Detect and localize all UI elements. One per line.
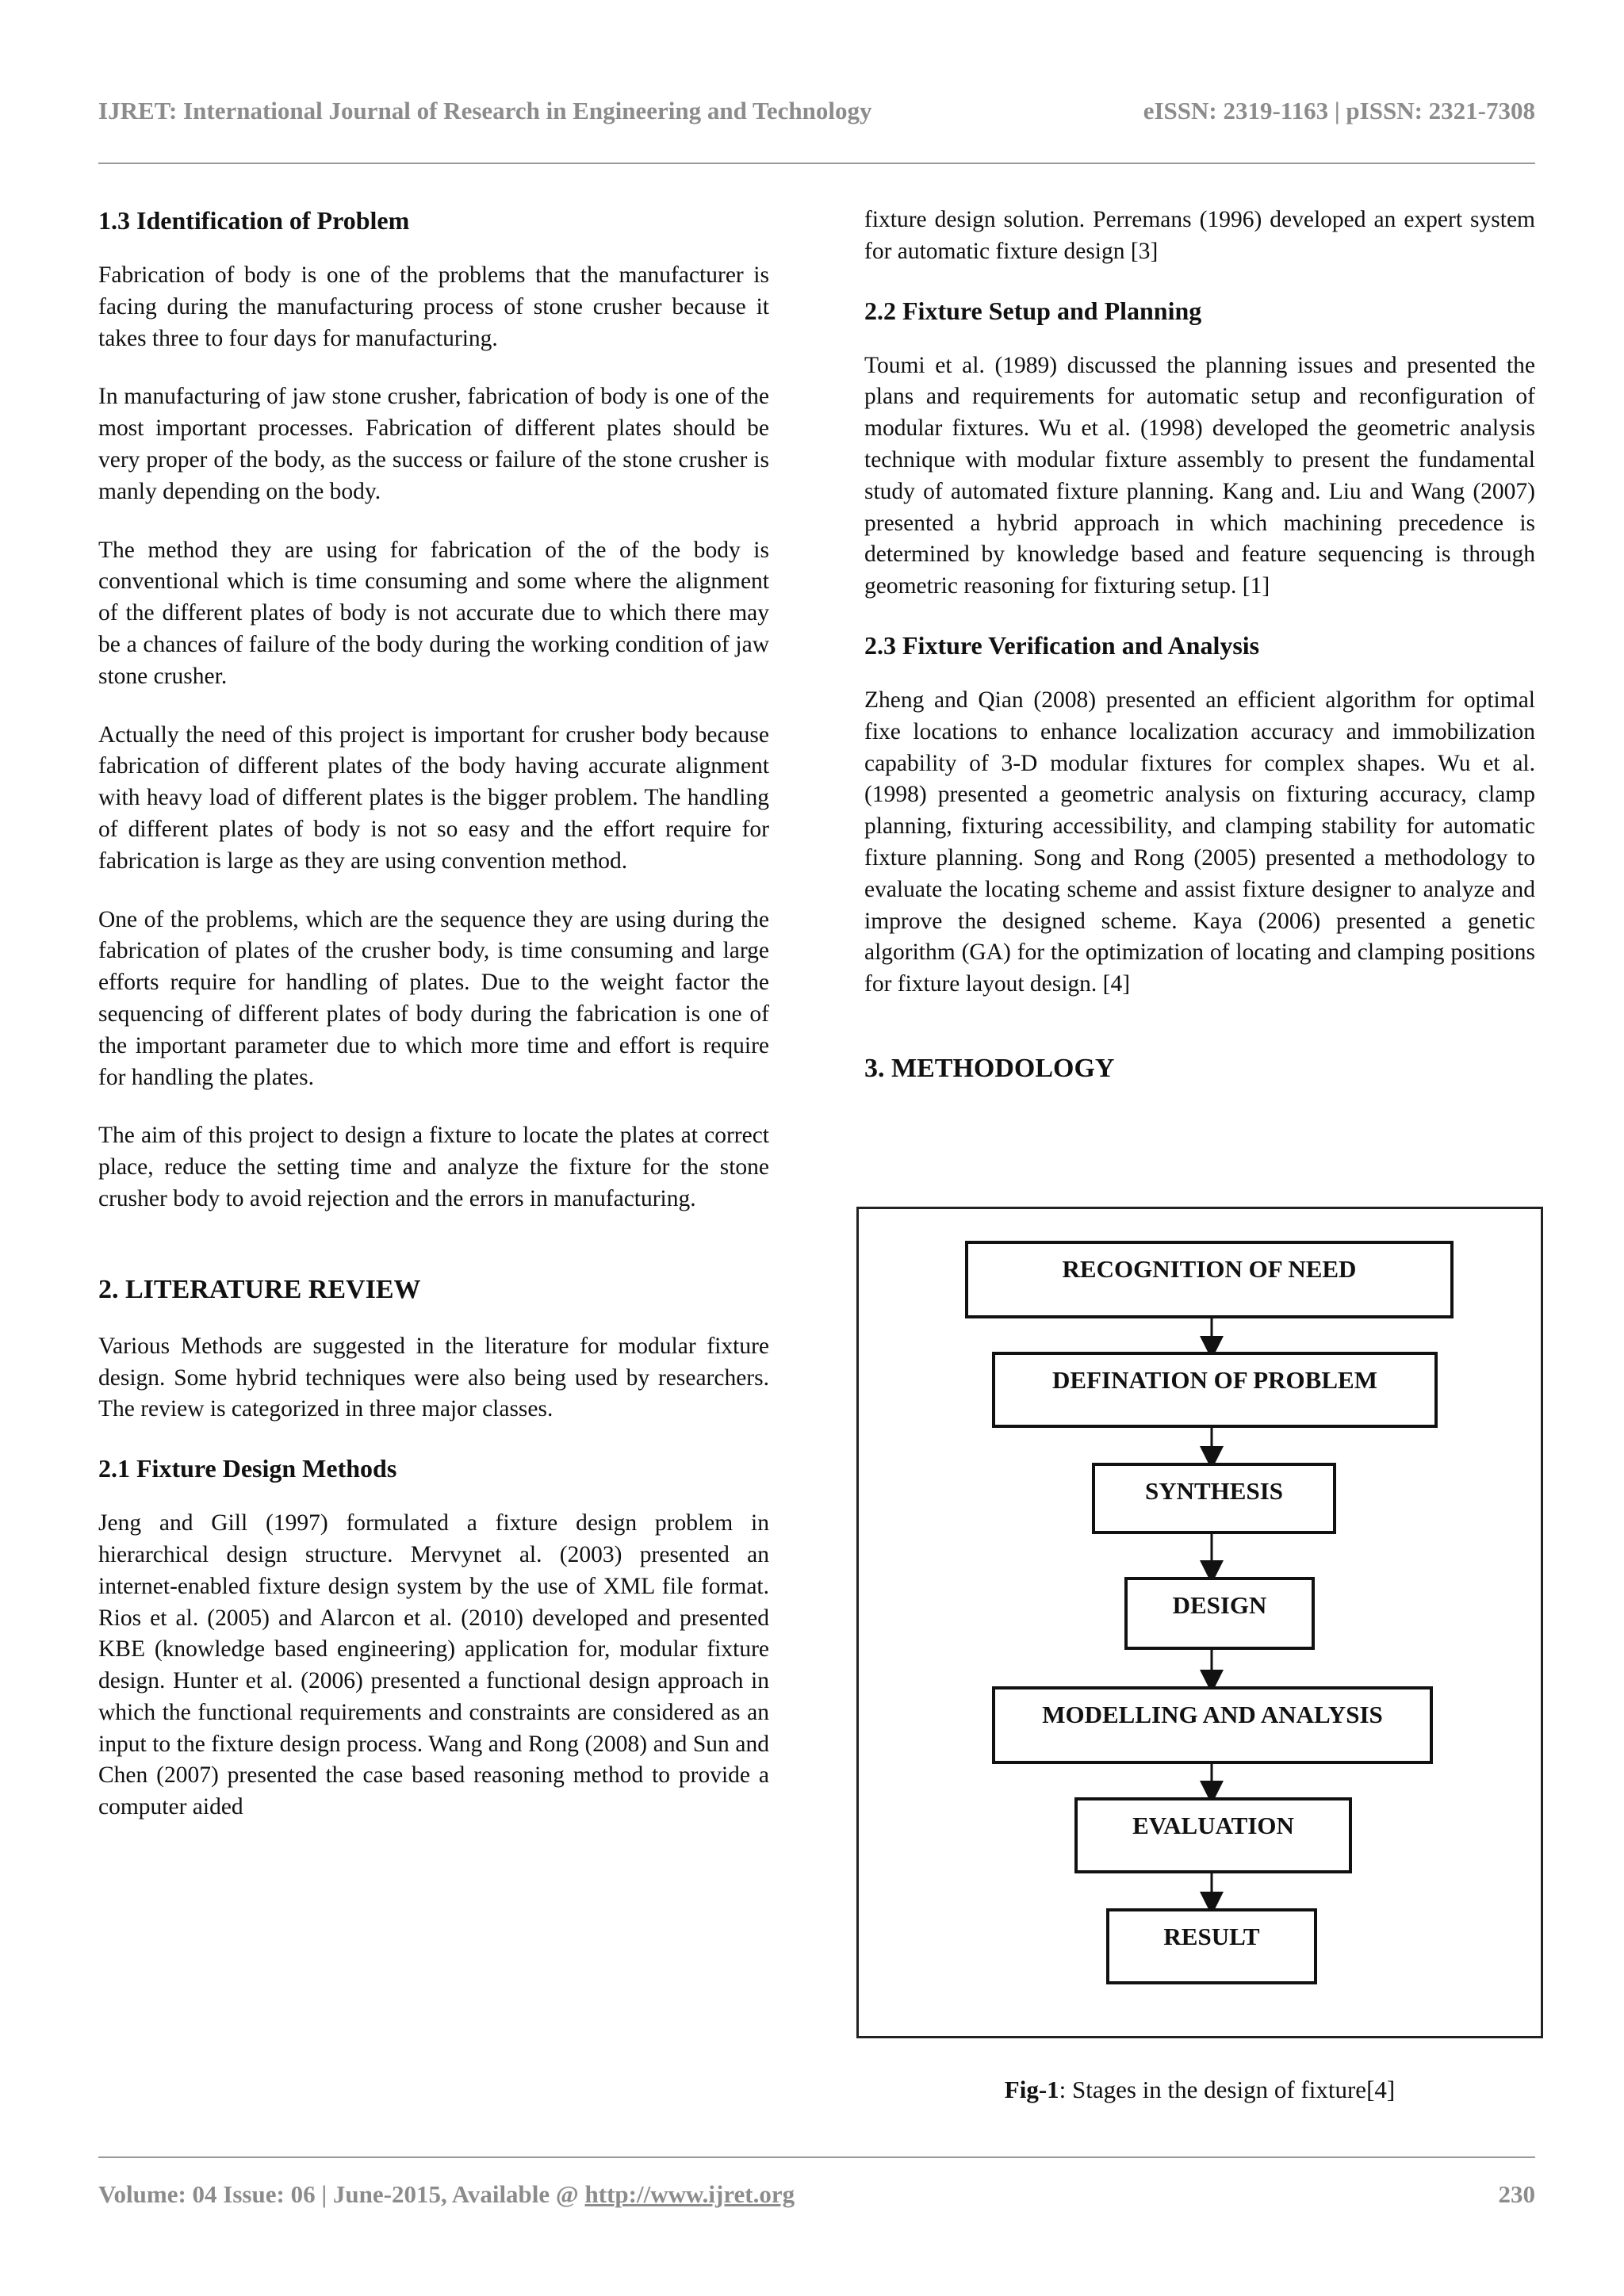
footer-rule: [98, 2156, 1535, 2158]
right-column: [864, 205, 1535, 1110]
paragraph: Various Methods are suggested in the literature for modular fixture design. Some hybrid techniques were also being used by researchers. The review is categorized in three major classes.: [98, 1333, 769, 1422]
left-column: [98, 205, 769, 1850]
volume-info: Volume: 04 Issue: 06 | June-2015, Available @: [98, 2180, 585, 2208]
paragraph: Fabrication of body is one of the problems that the manufacturer is facing during the manufacturing process of stone crusher because it takes three to four days for manufacturing.: [98, 262, 769, 351]
section-2-1-heading: 2.1 Fixture Design Methods: [98, 1454, 397, 1483]
paragraph: Toumi et al. (1989) discussed the planning issues and presented the plans and requirements for automatic setup and reconfiguration of modular fixtures. Wu et al. (1998) developed the geometric analysis technique with modular fixture assembly to present the fundamental study of automated fixture planning. Kang and. Liu and Wang (2007) presented a hybrid approach in which machining precedence is determined by knowledge based and feature sequencing is through geometric reasoning for fixturing setup. [1]: [864, 352, 1535, 599]
page-footer: [98, 2177, 1535, 2217]
section-3-heading: 3. METHODOLOGY: [864, 1053, 1115, 1083]
stage-design: DESIGN: [1124, 1577, 1315, 1650]
figure-caption-text: : Stages in the design of fixture[4]: [1059, 2076, 1396, 2103]
stage-modelling-and-analysis: MODELLING AND ANALYSIS: [992, 1686, 1433, 1764]
page-number: 230: [1498, 2180, 1535, 2208]
paragraph: fixture design solution. Perremans (1996) developed an expert system for automatic fixture design [3]: [864, 207, 1535, 264]
paragraph: Zheng and Qian (2008) presented an efficient algorithm for optimal fixe locations to enhance localization accuracy and immobilization capability of 3-D modular fixtures for complex shapes. Wu et al. (1998) presented a geometric analysis on fixturing accuracy, clamp planning, fixturing accessibility, and clamping stability for automatic fixture planning. Song and Rong (2005) presented a methodology to evaluate the locating scheme and assist fixture designer to analyze and improve the designed scheme. Kaya (2006) presented a genetic algorithm (GA) for the optimization of locating and clamping positions for fixture layout design. [4]: [864, 687, 1535, 997]
section-1-3-heading: 1.3 Identification of Problem: [98, 206, 410, 235]
paragraph: The method they are using for fabrication of the of the body is conventional which is time consuming and some where the alignment of the different plates of body is not accurate due to which there may be a chances of failure of the body during the working condition of jaw stone crusher.: [98, 537, 769, 689]
paragraph: The aim of this project to design a fixture to locate the plates at correct place, reduce the setting time and analyze the fixture for the stone crusher body to avoid rejection and the errors in manufacturing.: [98, 1123, 769, 1211]
header-rule: [98, 163, 1535, 164]
methodology-flowchart: [856, 1207, 1543, 2038]
issn-info: eISSN: 2319-1163 | pISSN: 2321-7308: [1143, 97, 1535, 124]
section-2-3-heading: 2.3 Fixture Verification and Analysis: [864, 630, 1260, 660]
stage-synthesis: SYNTHESIS: [1092, 1463, 1336, 1534]
stage-defination-of-problem: DEFINATION OF PROBLEM: [992, 1352, 1438, 1428]
paragraph: Actually the need of this project is important for crusher body because fabrication of different plates of the body having accurate alignment with heavy load of different plates is the bigger problem. The handling of different plates of body is not so easy and the effort require for fabrication is large as they are using convention method.: [98, 721, 769, 874]
paragraph: One of the problems, which are the sequence they are using during the fabrication of plates of the crusher body, is time consuming and large efforts require for handling of plates. Due to the weight factor the sequencing of different plates of body during the fabrication is one of the important parameter due to which more time and effort is require for handling the plates.: [98, 906, 769, 1090]
paragraph: In manufacturing of jaw stone crusher, fabrication of body is one of the most important processes. Fabrication of different plates should be very proper of the body, as the success or failure of the stone crusher is manly depending on the body.: [98, 384, 769, 504]
section-2-2-heading: 2.2 Fixture Setup and Planning: [864, 296, 1202, 325]
journal-link[interactable]: http://www.ijret.org: [584, 2180, 795, 2208]
paragraph: Jeng and Gill (1997) formulated a fixture design problem in hierarchical design structure. Mervynet al. (2003) presented an internet-enabled fixture design system by the use of XML file format. Rios et al. (2005) and Alarcon et al. (2010) developed and presented KBE (knowledge based engineering) application for, modular fixture design. Hunter et al. (2006) presented a functional design approach in which the functional requirements and constraints are considered as an input to the fixture design process. Wang and Rong (2008) and Sun and Chen (2007) presented the case based reasoning method to provide a computer aided: [98, 1510, 769, 1820]
figure-caption: [856, 2076, 1543, 2104]
journal-title: IJRET: International Journal of Research in Engineering and Technology: [98, 97, 872, 124]
section-2-heading: 2. LITERATURE REVIEW: [98, 1274, 421, 1304]
page-header: [98, 94, 1535, 138]
figure-label: Fig-1: [1004, 2076, 1059, 2103]
stage-evaluation: EVALUATION: [1074, 1797, 1352, 1873]
footer-volume: [98, 2180, 795, 2209]
stage-result: RESULT: [1106, 1908, 1317, 1984]
stage-recognition-of-need: RECOGNITION OF NEED: [965, 1241, 1454, 1318]
